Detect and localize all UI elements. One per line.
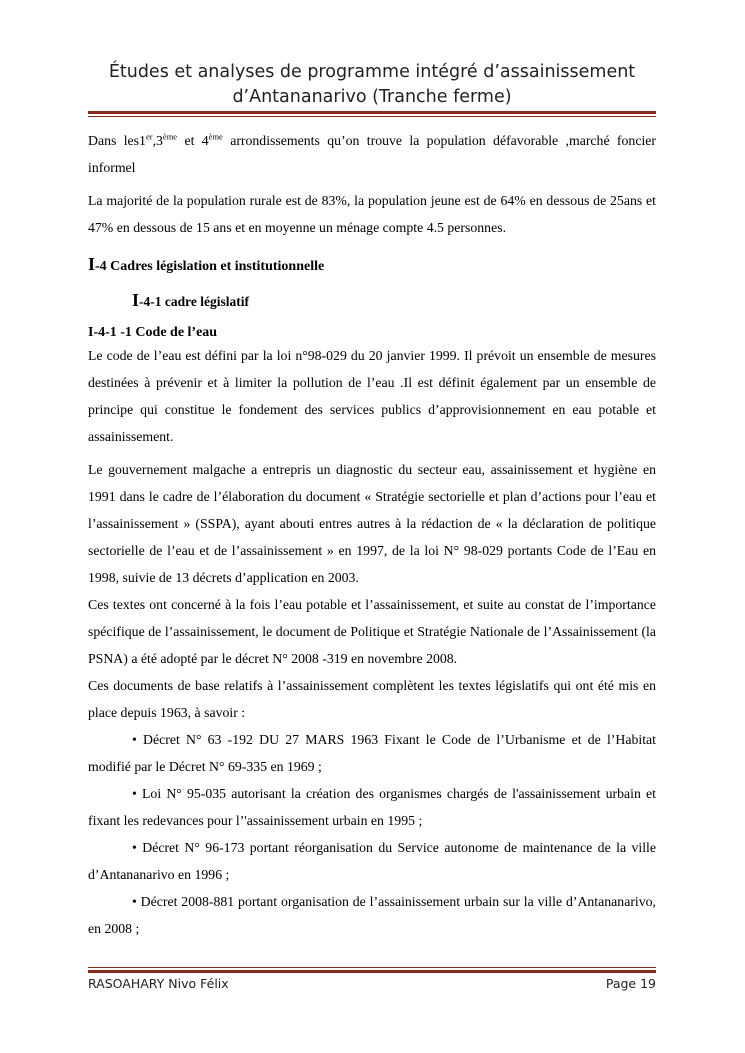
header-title-line2: d’Antananarivo (Tranche ferme) <box>232 87 512 107</box>
bullet-item: • Loi N° 95-035 autorisant la création des organismes chargés de l'assainissement urbain et fixant les redevances pour l’'assainissement urbain en 1995 ; <box>88 786 656 828</box>
page-header-title <box>88 60 656 110</box>
paragraph-code-eau: Le code de l’eau est défini par la loi n°98-029 du 20 janvier 1999. Il prévoit un ensemble de mesures destinées à prévenir et à limiter la pollution de l’eau .Il est définit également par un ensemble de principe qui constitue le fondement des services publics d’approvisionnement en eau potable et assainissement. <box>88 348 656 444</box>
header-title-line1: Études et analyses de programme intégré d’assainissement <box>108 62 636 82</box>
bullet-item: • Décret N° 96-173 portant réorganisation du Service autonome de maintenance de la ville d’Antananarivo en 1996 ; <box>88 840 656 882</box>
footer-author: RASOAHARY Nivo Félix <box>88 976 229 991</box>
paragraph-gouvernement: Le gouvernement malgache a entrepris un diagnostic du secteur eau, assainissement et hygiène en 1991 dans le cadre de l’élaboration du document « Stratégie sectorielle et plan d’actions pour l’eau et l’assainissement » (SSPA), ayant abouti entres autres à la rédaction de « la déclaration de politique sectorielle de l’eau et de l’assainissement » en 1997, de la loi N° 98-029 portants Code de l’Eau en 1998, suivie de 13 décrets d’application en 2003. <box>88 462 656 585</box>
footer-page-number: Page 19 <box>605 976 656 991</box>
document-body <box>88 127 656 942</box>
paragraph-arrondissements: Dans les1er,3ème et 4ème arrondissements qu’on trouve la population défavorable ,marché foncier informel <box>88 131 656 175</box>
paragraph-textes: Ces textes ont concerné à la fois l’eau potable et l’assainissement, et suite au constat de l’importance spécifique de l’assainissement, le document de Politique et Stratégie Nationale de l’Assainissement (la PSNA) a été adopté par le décret N° 2008 -319 en novembre 2008. <box>88 597 656 666</box>
paragraph-documents: Ces documents de base relatifs à l’assainissement complètent les textes législatifs qui ont été mis en place depuis 1963, à savoir : <box>88 678 656 720</box>
bullet-item: • Décret N° 63 -192 DU 27 MARS 1963 Fixant le Code de l’Urbanisme et de l’Habitat modifié par le Décret N° 69-335 en 1969 ; <box>88 732 656 774</box>
section-heading: I-4 Cadres législation et institutionnelle <box>88 254 325 274</box>
header-rule-thick <box>88 111 656 114</box>
code-heading: I-4-1 -1 Code de l’eau <box>88 325 218 340</box>
paragraph-population: La majorité de la population rurale est de 83%, la population jeune est de 64% en dessous de 25ans et 47% en dessous de 15 ans et en moyenne un ménage compte 4.5 personnes. <box>88 193 656 235</box>
footer-rule-thin <box>88 967 656 968</box>
header-rule-thin <box>88 116 656 117</box>
footer-rule-thick <box>88 970 656 973</box>
bullet-item: • Décret 2008-881 portant organisation de l’assainissement urbain sur la ville d’Antananarivo, en 2008 ; <box>88 894 656 936</box>
subsection-heading: I-4-1 cadre législatif <box>132 290 249 310</box>
